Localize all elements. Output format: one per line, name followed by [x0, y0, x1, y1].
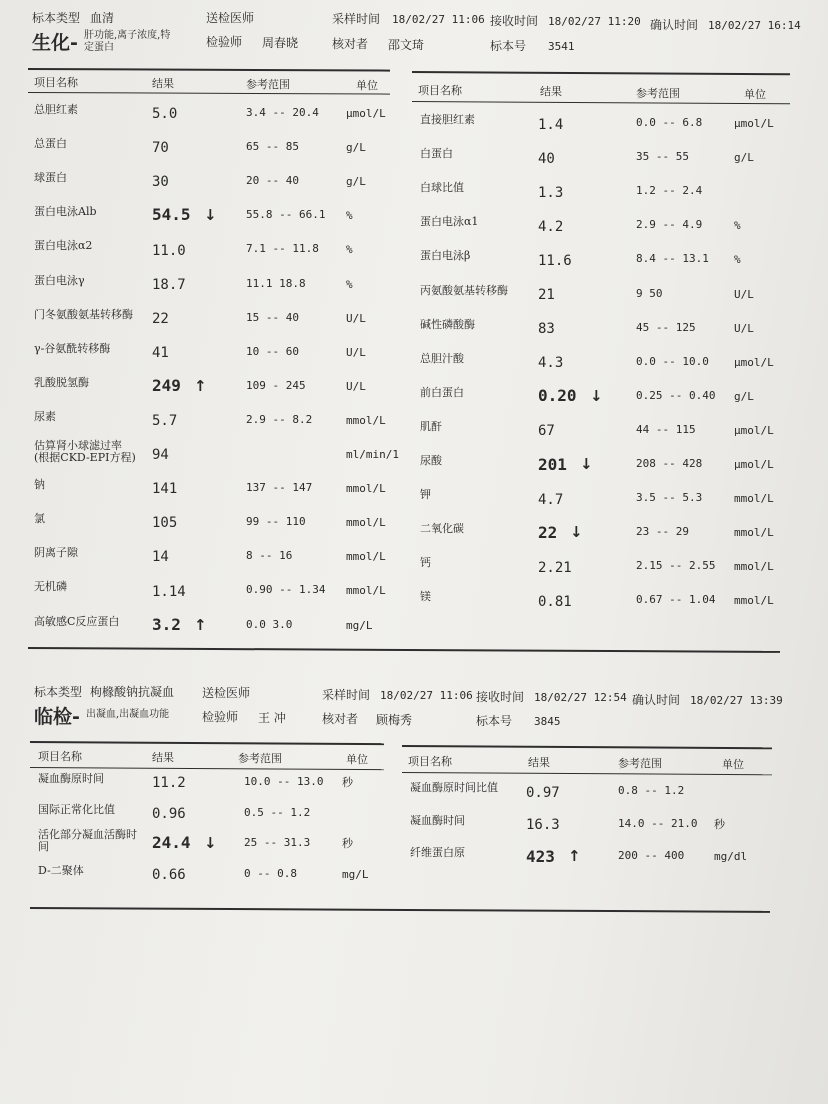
test-result: 4.7 — [538, 491, 564, 508]
test-name-line2: (根据CKD-EPI方程) — [34, 451, 136, 464]
s1-checker-label: 核对者 — [332, 37, 369, 51]
s1-specimen-no: 3541 — [548, 40, 575, 53]
test-unit: μmol/L — [734, 117, 774, 130]
test-name: 尿素 — [34, 409, 56, 423]
test-name: γ-谷氨酰转移酶 — [34, 341, 111, 355]
test-reference-range: 45 -- 125 — [636, 320, 696, 334]
test-unit: μmol/L — [346, 107, 386, 120]
test-result: 21 — [538, 287, 555, 304]
arrow-up-icon: ↑ — [194, 376, 207, 395]
s1-confirm-time: 18/02/27 16:14 — [708, 19, 801, 32]
test-unit: U/L — [346, 379, 366, 393]
test-result: 1.4 — [538, 116, 564, 133]
s1-checker: 邵文琦 — [388, 38, 425, 52]
s1-tester: 周春晓 — [262, 36, 299, 50]
s1-confirm-label: 确认时间 — [650, 18, 699, 32]
test-result: 30 — [152, 174, 169, 191]
test-name: 镁 — [420, 590, 431, 604]
test-unit: μmol/L — [734, 458, 774, 471]
test-unit: mg/L — [342, 867, 369, 881]
test-name: 蛋白电泳β — [420, 249, 471, 263]
s2-right-header-range: 参考范围 — [618, 757, 662, 770]
test-name: 碱性磷酸酶 — [420, 317, 475, 331]
test-reference-range: 2.9 -- 4.9 — [636, 218, 703, 232]
test-result: 1.3 — [538, 184, 564, 201]
test-result: 5.0 — [152, 106, 178, 123]
test-name: 乳酸脱氢酶 — [34, 375, 89, 389]
test-name: 蛋白电泳Alb — [34, 205, 97, 219]
s2-sample-type: 枸橼酸钠抗凝血 — [90, 685, 175, 699]
test-unit: % — [346, 277, 353, 291]
test-unit: 秒 — [342, 837, 353, 850]
test-result: 201 — [538, 454, 567, 474]
s2-right-header-result: 结果 — [528, 756, 550, 769]
test-name: 白球比值 — [420, 181, 464, 195]
test-reference-range: 0 -- 0.8 — [244, 866, 297, 880]
test-result: 14 — [152, 549, 169, 566]
test-unit: g/L — [346, 141, 366, 155]
s1-collect-label: 采样时间 — [332, 12, 381, 26]
test-name: 尿酸 — [420, 454, 442, 467]
test-reference-range: 11.1 18.8 — [246, 276, 306, 290]
test-unit: % — [734, 219, 741, 233]
test-reference-range: 0.0 -- 6.8 — [636, 116, 703, 129]
test-unit: % — [346, 209, 353, 223]
s2-receive-time: 18/02/27 12:54 — [534, 691, 627, 704]
s2-tester: 王 冲 — [258, 711, 286, 725]
test-unit: μmol/L — [734, 423, 774, 437]
arrow-down-icon: ↓ — [570, 523, 583, 542]
test-result: 11.2 — [152, 775, 186, 792]
s2-bottom-rule — [30, 907, 770, 913]
test-name: 蛋白电泳α2 — [34, 239, 93, 253]
test-result: 54.5 — [152, 205, 191, 225]
test-reference-range: 23 -- 29 — [636, 525, 689, 539]
test-result: 4.2 — [538, 218, 564, 235]
test-reference-range: 15 -- 40 — [246, 310, 299, 324]
s1-right-header-unit: 单位 — [744, 88, 766, 101]
s2-receive-label: 接收时间 — [476, 690, 525, 704]
test-reference-range: 200 -- 400 — [618, 849, 685, 862]
s1-tester-label: 检验师 — [206, 35, 243, 49]
test-name: 钙 — [420, 556, 431, 570]
test-result: 0.96 — [152, 805, 186, 822]
test-unit: U/L — [734, 287, 754, 301]
test-unit: mmol/L — [346, 413, 386, 427]
test-unit: mmol/L — [734, 492, 774, 506]
test-name: 凝血酶时间 — [410, 813, 465, 827]
arrow-up-icon: ↑ — [568, 847, 581, 865]
s1-collect-time: 18/02/27 11:06 — [392, 13, 485, 26]
test-result: 249 — [152, 375, 181, 395]
test-name: D-二聚体 — [38, 863, 84, 877]
s2-left-header-result: 结果 — [152, 751, 174, 764]
s2-specimen-no-label: 标本号 — [476, 714, 513, 728]
s2-confirm-time: 18/02/27 13:39 — [690, 694, 783, 707]
test-result: 83 — [538, 321, 555, 338]
test-result: 67 — [538, 423, 555, 440]
s1-left-header-rule — [28, 92, 390, 95]
test-reference-range: 8 -- 16 — [246, 549, 293, 563]
test-result: 94 — [152, 447, 169, 464]
test-result: 40 — [538, 150, 555, 167]
test-unit: mmol/L — [346, 550, 386, 564]
test-result: 70 — [152, 140, 169, 157]
s1-left-top-rule — [28, 68, 390, 72]
test-reference-range: 10 -- 60 — [246, 344, 299, 358]
test-result: 3.2 — [152, 614, 181, 634]
test-result: 4.3 — [538, 355, 564, 372]
s2-doctor-label: 送检医师 — [202, 686, 251, 700]
test-result: 0.97 — [526, 784, 560, 801]
test-reference-range: 3.4 -- 20.4 — [246, 106, 319, 119]
test-name: 蛋白电泳α1 — [420, 215, 479, 229]
s1-right-header-name: 项目名称 — [418, 84, 462, 97]
s2-right-header-rule — [402, 772, 772, 775]
test-name: 钾 — [420, 488, 431, 502]
test-unit: g/L — [734, 389, 754, 403]
test-name: 无机磷 — [34, 580, 67, 594]
test-name: 二氧化碳 — [420, 522, 464, 536]
test-name: 国际正常化比值 — [38, 802, 115, 816]
test-name: 阴离子隙 — [34, 546, 78, 560]
test-result: 1.14 — [152, 583, 186, 600]
test-name: 凝血酶原时间比值 — [410, 781, 498, 794]
test-name: 门冬氨酸氨基转移酶 — [34, 307, 133, 321]
test-unit: % — [734, 253, 741, 267]
s2-right-header-name: 项目名称 — [408, 755, 452, 768]
s2-left-header-range: 参考范围 — [238, 752, 282, 765]
s2-right-header-unit: 单位 — [722, 758, 744, 771]
test-unit: 秒 — [714, 817, 725, 831]
s1-left-header-name: 项目名称 — [34, 76, 78, 89]
s2-checker-label: 核对者 — [322, 712, 359, 726]
s2-left-header-name: 项目名称 — [38, 750, 82, 763]
s1-left-header-range: 参考范围 — [246, 78, 290, 91]
test-reference-range: 25 -- 31.3 — [244, 836, 311, 849]
s2-left-header-rule — [30, 767, 384, 770]
test-unit: mmol/L — [346, 584, 386, 598]
test-reference-range: 7.1 -- 11.8 — [246, 242, 319, 256]
test-reference-range: 0.90 -- 1.34 — [246, 583, 326, 597]
s2-left-top-rule — [30, 741, 384, 745]
test-reference-range: 2.9 -- 8.2 — [246, 412, 313, 426]
test-reference-range: 0.8 -- 1.2 — [618, 784, 685, 797]
test-reference-range: 2.15 -- 2.55 — [636, 559, 716, 573]
test-name: 氯 — [34, 512, 45, 526]
test-name: 前白蛋白 — [420, 385, 464, 399]
test-result: 11.0 — [152, 242, 186, 259]
test-reference-range: 0.0 -- 10.0 — [636, 354, 709, 368]
test-reference-range: 0.67 -- 1.04 — [636, 593, 716, 607]
test-reference-range: 35 -- 55 — [636, 150, 689, 164]
test-unit: mmol/L — [346, 482, 386, 496]
test-unit: g/L — [346, 175, 366, 189]
s1-right-header-range: 参考范围 — [636, 87, 680, 100]
test-unit: mmol/L — [734, 594, 774, 608]
arrow-down-icon: ↓ — [204, 206, 217, 225]
test-result: 0.20 — [538, 386, 577, 406]
test-reference-range: 44 -- 115 — [636, 422, 696, 436]
s1-category-desc-1: 肝功能,离子浓度,特 — [84, 30, 171, 41]
test-reference-range: 10.0 -- 13.0 — [244, 775, 324, 788]
s2-sample-type-label: 标本类型 — [34, 685, 83, 699]
test-result: 41 — [152, 344, 169, 361]
test-name: 总胆红素 — [34, 103, 78, 116]
test-unit: μmol/L — [734, 355, 774, 369]
test-reference-range: 208 -- 428 — [636, 457, 703, 470]
test-result: 11.6 — [538, 252, 572, 269]
test-reference-range: 0.5 -- 1.2 — [244, 805, 311, 819]
test-reference-range: 0.0 3.0 — [246, 617, 293, 631]
test-name: 纤维蛋白原 — [410, 846, 465, 859]
test-reference-range: 14.0 -- 21.0 — [618, 816, 698, 830]
test-result: 18.7 — [152, 276, 186, 293]
test-unit: mmol/L — [734, 526, 774, 540]
test-name: 估算肾小球滤过率 — [34, 439, 122, 452]
s1-doctor-label: 送检医师 — [206, 11, 255, 25]
s1-bottom-rule — [28, 647, 780, 653]
test-result: 16.3 — [526, 817, 560, 834]
s1-specimen-no-label: 标本号 — [490, 39, 527, 53]
test-unit: g/L — [734, 151, 754, 165]
test-result: 0.81 — [538, 593, 572, 610]
s1-right-header-result: 结果 — [540, 85, 562, 98]
test-unit: mmol/L — [346, 516, 386, 530]
test-reference-range: 20 -- 40 — [246, 174, 299, 188]
test-reference-range: 99 -- 110 — [246, 515, 306, 529]
test-name-line2: 间 — [38, 840, 49, 853]
s1-category: 生化- — [32, 32, 78, 54]
test-name: 肌酐 — [420, 419, 442, 433]
test-name: 蛋白电泳γ — [34, 273, 85, 287]
s1-left-header-unit: 单位 — [356, 79, 378, 92]
test-result: 141 — [152, 481, 178, 498]
test-name: 白蛋白 — [420, 147, 453, 161]
test-reference-range: 3.5 -- 5.3 — [636, 491, 703, 505]
s1-sample-type-label: 标本类型 — [32, 11, 81, 25]
test-name: 丙氨酸氨基转移酶 — [420, 283, 508, 297]
test-unit: 秒 — [342, 776, 353, 789]
arrow-up-icon: ↑ — [194, 615, 207, 634]
test-name: 活化部分凝血活酶时 — [38, 828, 137, 841]
s2-collect-time: 18/02/27 11:06 — [380, 689, 473, 702]
s1-left-header-result: 结果 — [152, 77, 174, 90]
s2-confirm-label: 确认时间 — [632, 693, 681, 707]
s2-category: 临检- — [34, 706, 80, 728]
test-name: 球蛋白 — [34, 171, 67, 185]
s2-left-header-unit: 单位 — [346, 753, 368, 766]
s2-collect-label: 采样时间 — [322, 688, 371, 702]
test-result: 24.4 — [152, 833, 191, 853]
s1-category-desc-2: 定蛋白 — [84, 42, 114, 53]
s1-receive-time: 18/02/27 11:20 — [548, 15, 641, 28]
arrow-down-icon: ↓ — [204, 834, 217, 852]
test-unit: U/L — [346, 345, 366, 359]
s1-right-header-rule — [412, 101, 790, 104]
test-reference-range: 1.2 -- 2.4 — [636, 184, 703, 198]
s2-checker: 顾梅秀 — [376, 713, 413, 727]
test-unit: U/L — [346, 311, 366, 325]
test-unit: mmol/L — [734, 560, 774, 574]
test-name: 总胆汁酸 — [420, 351, 464, 365]
s2-right-top-rule — [402, 745, 772, 749]
s2-tester-label: 检验师 — [202, 710, 239, 724]
test-result: 423 — [526, 846, 555, 866]
arrow-down-icon: ↓ — [580, 455, 593, 473]
s1-sample-type: 血清 — [90, 11, 115, 25]
test-name: 凝血酶原时间 — [38, 772, 104, 785]
test-result: 105 — [152, 515, 178, 532]
test-result: 22 — [538, 522, 558, 542]
arrow-down-icon: ↓ — [590, 386, 603, 405]
test-reference-range: 0.25 -- 0.40 — [636, 388, 716, 402]
test-reference-range: 109 - 245 — [246, 378, 306, 392]
test-unit: mg/dl — [714, 850, 748, 863]
test-reference-range: 137 -- 147 — [246, 481, 313, 495]
test-reference-range: 65 -- 85 — [246, 140, 299, 154]
s1-receive-label: 接收时间 — [490, 14, 539, 28]
test-result: 5.7 — [152, 413, 178, 430]
test-result: 2.21 — [538, 559, 572, 576]
test-unit: ml/min/1 — [346, 448, 399, 461]
test-name: 高敏感C反应蛋白 — [34, 614, 120, 628]
test-name: 总蛋白 — [34, 137, 67, 151]
test-unit: U/L — [734, 321, 754, 335]
test-reference-range: 8.4 -- 13.1 — [636, 252, 709, 266]
test-reference-range: 9 50 — [636, 286, 663, 300]
test-unit: mg/L — [346, 618, 373, 632]
test-reference-range: 55.8 -- 66.1 — [246, 208, 326, 222]
test-name: 钠 — [34, 478, 45, 492]
test-result: 22 — [152, 310, 169, 327]
test-result: 0.66 — [152, 866, 186, 883]
test-name: 直接胆红素 — [420, 113, 475, 126]
s2-category-desc: 出凝血,出凝血功能 — [86, 709, 170, 720]
s1-right-top-rule — [412, 71, 790, 75]
s2-specimen-no: 3845 — [534, 715, 561, 728]
test-unit: % — [346, 243, 353, 257]
